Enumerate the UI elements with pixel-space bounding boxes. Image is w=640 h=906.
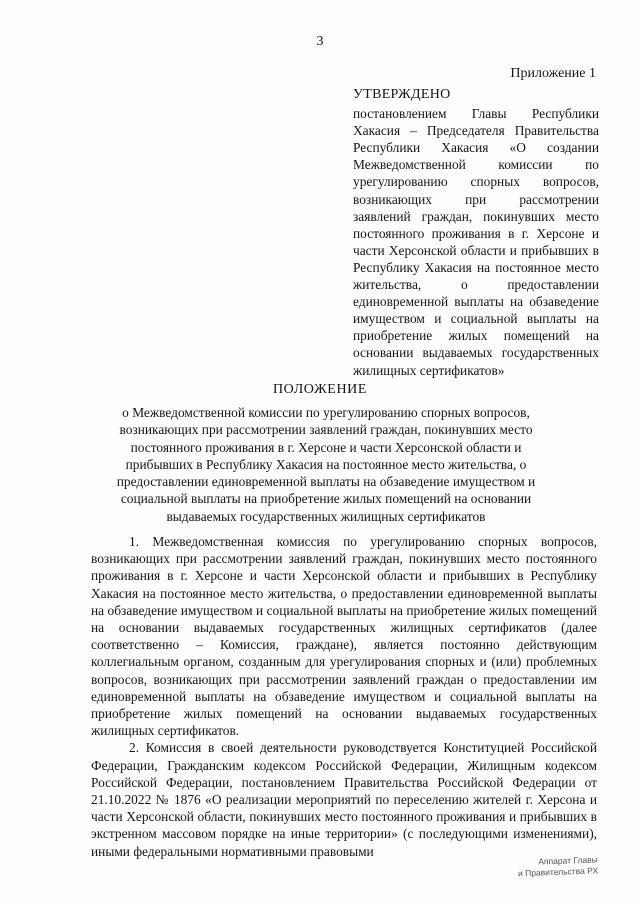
regulation-title: ПОЛОЖЕНИЕ bbox=[272, 382, 368, 397]
stamp-line-2: и Правительства РХ bbox=[517, 865, 599, 879]
paragraph-2: 2. Комиссия в своей деятельности руководствуется Конституцией Российской Федерации, Гражданским кодексом Российской Федерации, Жилищным кодексом Российской Федерации, постановлением Правительства Российской Федерации от 21.10.2022 № 1876 «О реализации мероприятий по переселению жителей г. Херсона и части Херсонской области, покинувших место постоянного проживания и прибывших в экстренном массовом порядке на иные территории» (с последующими изменениями), иными федеральными нормативными правовыми bbox=[91, 740, 597, 859]
appendix-label: Приложение 1 bbox=[510, 66, 596, 81]
document-body bbox=[91, 533, 597, 860]
office-stamp bbox=[508, 854, 599, 879]
stamp-line-1: Аппарат Главы bbox=[538, 854, 598, 867]
page-number: 3 bbox=[316, 34, 324, 49]
paragraph-1: 1. Межведомственная комиссия по урегулированию спорных вопросов, возникающих при рассмотрении заявлений граждан, покинувших место постоянного проживания в г. Херсоне и части Херсонской области и прибывших в Республику Хакасия на постоянное место жительства, о предоставлении единовременной выплаты на обзаведение имуществом и социальной выплаты на приобретение жилых помещений на основании выдаваемых государственных жилищных сертификатов (далее соответственно – Комиссия, граждане), является постоянно действующим коллегиальным органом, созданным для урегулирования спорных и (или) проблемных вопросов, возникающих при рассмотрении заявлений граждан о предоставлении им единовременной выплаты на обзаведение имуществом и социальной выплаты на приобретение жилых помещений на основании выдаваемых государственных жилищных сертификатов. bbox=[91, 534, 597, 739]
approval-block bbox=[353, 86, 599, 379]
regulation-subtitle: о Межведомственной комиссии по урегулированию спорных вопросов, возникающих при рассмотрении заявлений граждан, покинувших место постоянного проживания в г. Херсоне и части Херсонской области и прибывших в Республику Хакасия на постоянное место жительства, о предоставлении единовременной выплаты на обзаведение имуществом и социальной выплаты на приобретение жилых помещений на основании выдаваемых государственных жилищных сертификатов bbox=[116, 405, 536, 524]
approval-text: постановлением Главы Республики Хакасия – Председателя Правительства Республики Хакасия «О создании Межведомственной комиссии по урегулированию спорных вопросов, возникающих при рассмотрении заявлений граждан, покинувших место постоянного проживания в г. Херсоне и части Херсонской области и прибывших в Республику Хакасия на постоянное место жительства, о предоставлении единовременной выплаты на обзаведение имуществом и социальной выплаты на приобретение жилых помещений на основании выдаваемых государственных жилищных сертификатов» bbox=[353, 106, 599, 378]
approval-heading: УТВЕРЖДЕНО bbox=[353, 87, 451, 102]
